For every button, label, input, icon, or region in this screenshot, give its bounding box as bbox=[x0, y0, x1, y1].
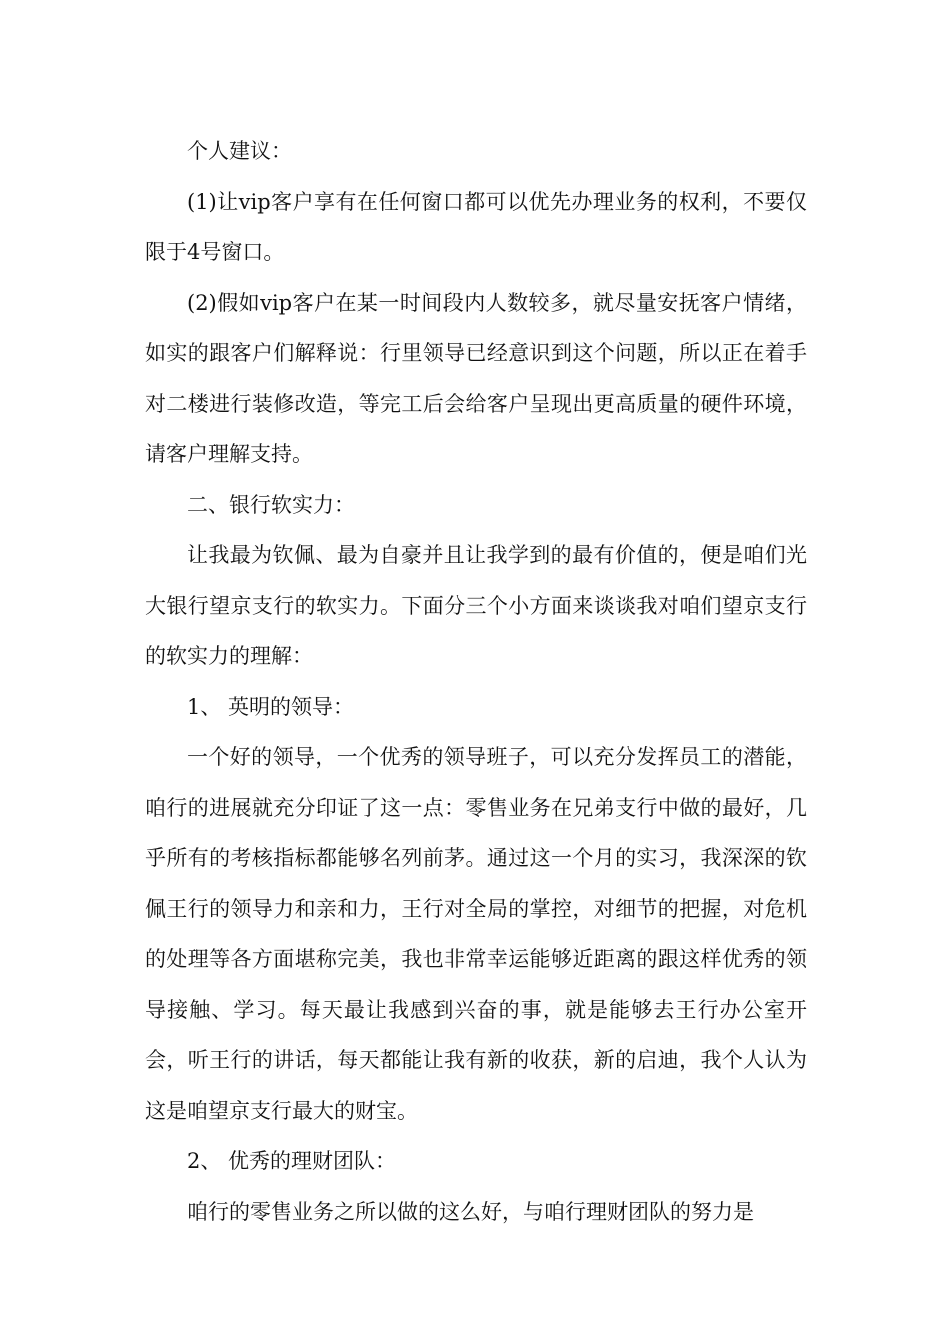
paragraph-finance-team: 咱行的零售业务之所以做的这么好，与咱行理财团队的努力是 bbox=[187, 1199, 754, 1224]
subheading-finance-team: 2、 优秀的理财团队： bbox=[187, 1149, 397, 1173]
paragraph-soft-power-intro: 让我最为钦佩、最为自豪并且让我学到的最有价值的，便是咱们光大银行望京支行的软实力。下面分三个小方面来谈谈我对咱们望京支行的软实力的理解： bbox=[145, 543, 807, 668]
document-body bbox=[145, 126, 807, 1237]
section-heading-soft-power: 二、银行软实力： bbox=[187, 492, 355, 517]
paragraph-suggestions-heading: 个人建议： bbox=[187, 139, 292, 163]
paragraph-leadership: 一个好的领导，一个优秀的领导班子，可以充分发挥员工的潜能，咱行的进展就充分印证了这一点：零售业务在兄弟支行中做的最好，几乎所有的考核指标都能够名列前茅。通过这一个月的实习，我深深的钦佩王行的领导力和亲和力，王行对全局的掌控，对细节的把握，对危机的处理等各方面堪称完美，我也非常幸运能够近距离的跟这样优秀的领导接触、学习。每天最让我感到兴奋的事，就是能够去王行办公室开会，听王行的讲话，每天都能让我有新的收获，新的启迪，我个人认为这是咱望京支行最大的财宝。 bbox=[145, 745, 807, 1123]
paragraph-suggestion-1: (1)让vip客户享有在任何窗口都可以优先办理业务的权利，不要仅限于4号窗口。 bbox=[145, 189, 807, 264]
subheading-leadership: 1、 英明的领导： bbox=[187, 694, 355, 719]
paragraph-suggestion-2: (2)假如vip客户在某一时间段内人数较多，就尽量安抚客户情绪，如实的跟客户们解释说：行里领导已经意识到这个问题，所以正在着手对二楼进行装修改造，等完工后会给客户呈现出更高质量的硬件环境，请客户理解支持。 bbox=[145, 290, 807, 466]
